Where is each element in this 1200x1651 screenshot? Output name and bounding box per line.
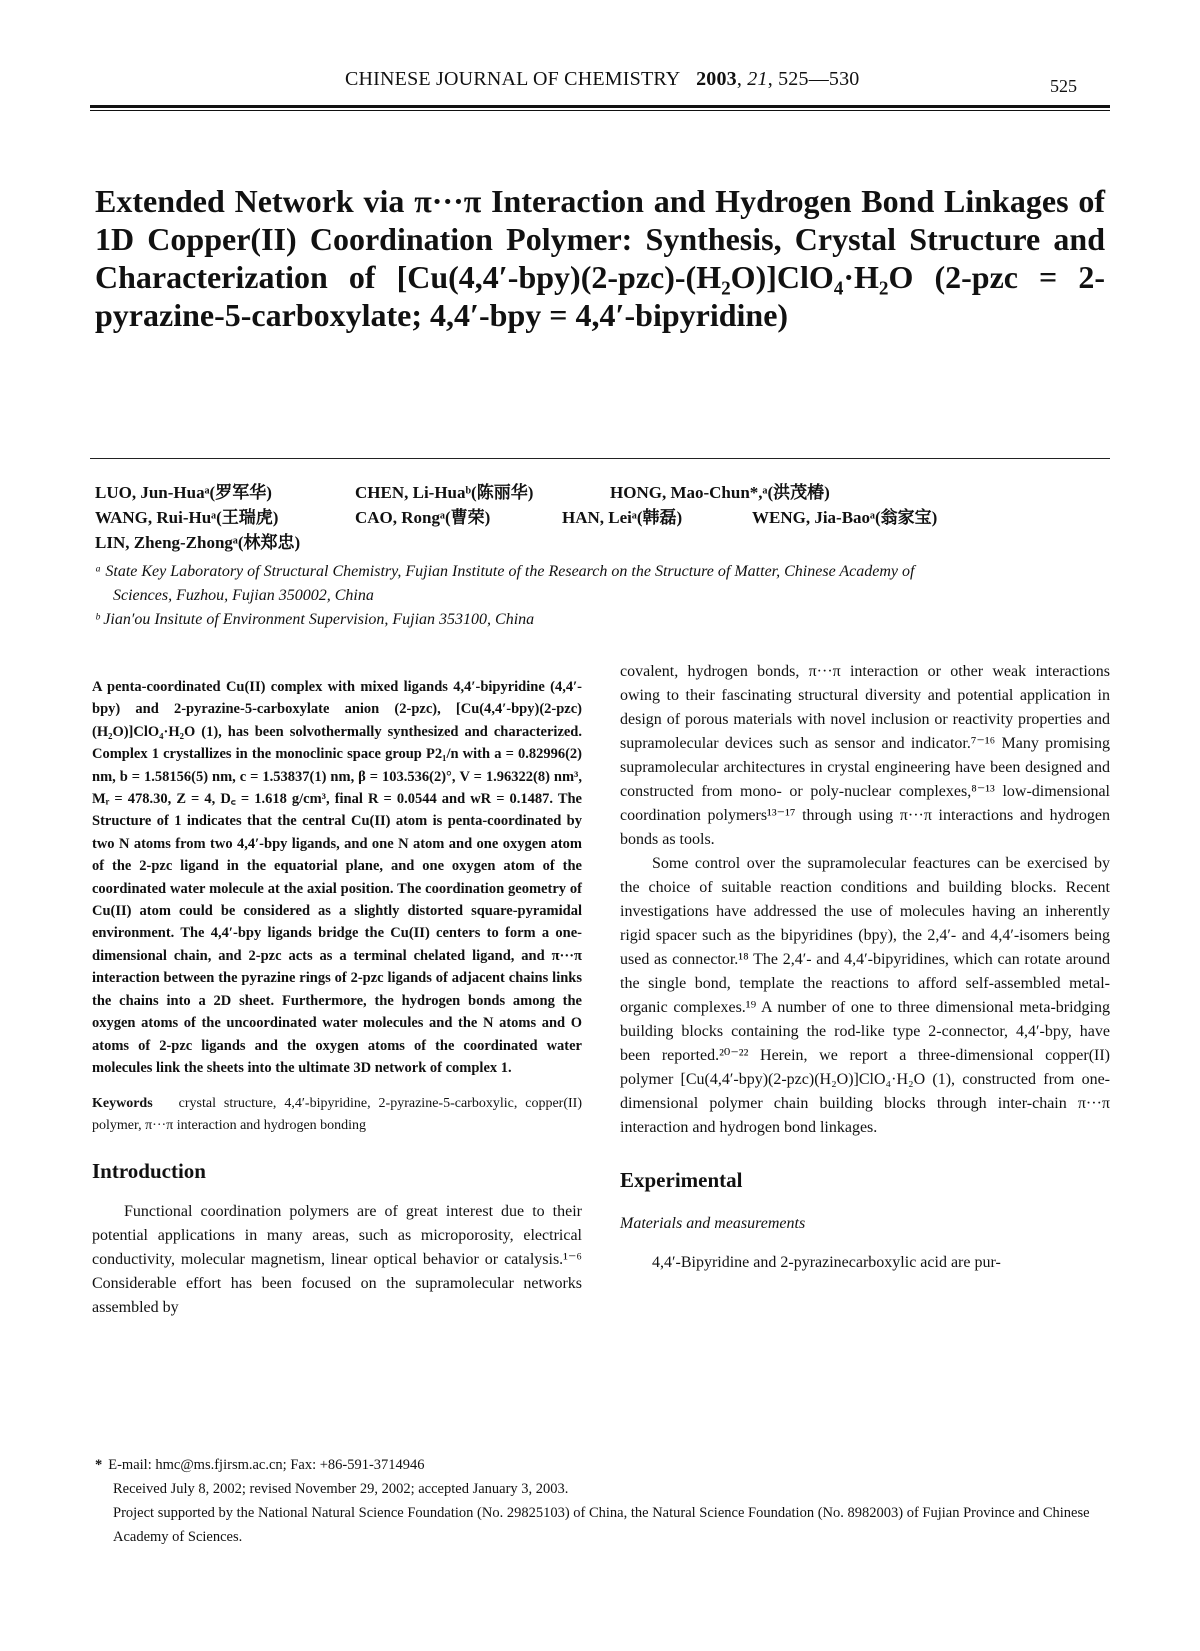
introduction-paragraph: Some control over the supramolecular feactures can be exercised by the choice of suitable reaction conditions and building blocks. Recent investigations have addressed the use of molecules having an inherently rigid spacer such as the bipyridines (bpy), the 2,4′- and 4,4′-isomers being used as connector.¹⁸ The 2,4′- and 4,4′-bipyridines, which can rotate around the single bond, template the reactions to afford self-assembled metal-organic complexes.¹⁹ A number of one to three dimensional meta-bridging building blocks containing the rod-like type 2-connector, 4,4′-bpy, have been reported.²⁰⁻²² Herein, we report a three-dimensional copper(II) polymer [Cu(4,4′-bpy)(2-pzc)(H₂O)]ClO₄·H₂O (1), constructed from one-dimensional polymer chain building blocks through inter-chain π···π interaction and hydrogen bond linkages. [620, 855, 1110, 1136]
introduction-paragraph-continued: covalent, hydrogen bonds, π···π interaction or other weak interactions owing to their fascinating structural diversity and potential application in design of porous materials with novel inclusion or reactivity properties and supramolecular devices such as sensor and indicator.⁷⁻¹⁶ Many promising supramolecular architectures in crystal engineering have been designed and constructed from mono- or poly-nuclear complexes,⁸⁻¹³ low-dimensional coordination polymers¹³⁻¹⁷ through using π···π interactions and hydrogen bonds as tools. [620, 663, 1110, 848]
page-number: 525 [1050, 76, 1077, 96]
article-title: Extended Network via π···π Interaction and Hydrogen Bond Linkages of 1D Copper(II) Coordination Polymer: Synthesis, Crystal Structure and Characterization of [Cu(4,4′-bpy)(2-pzc)-(H₂O)]ClO₄·H₂O (2-pzc = 2-pyrazine-5-carboxylate; 4,4′-bpy = 4,4′-bipyridine) [95, 183, 1105, 333]
keywords-text: crystal structure, 4,4′-bipyridine, 2-pyrazine-5-carboxylic, copper(II) polymer, π···π interaction and hydrogen bonding [92, 1096, 582, 1134]
journal-name: CHINESE JOURNAL OF CHEMISTRY [345, 68, 681, 90]
title-separator [90, 458, 1110, 459]
footnote-received: Received July 8, 2002; revised November 29, 2002; accepted January 3, 2003. [113, 1481, 569, 1497]
affiliations [95, 560, 1105, 632]
footnotes [95, 1453, 1105, 1549]
author: CAO, Rongᵃ(曹荣) [355, 508, 491, 527]
author: LIN, Zheng-Zhongᵃ(林郑忠) [95, 533, 301, 552]
author-list [95, 480, 1105, 555]
email-text: E-mail: hmc@ms.fjirsm.ac.cn; Fax: +86-591-3714946 [108, 1457, 425, 1473]
experimental-paragraph: 4,4′-Bipyridine and 2-pyrazinecarboxylic acid are pur- [652, 1254, 1001, 1271]
journal-citation: CHINESE JOURNAL OF CHEMISTRY 2003, 21, 525—530 [345, 68, 860, 90]
author: LUO, Jun-Huaᵃ(罗军华) [95, 483, 272, 502]
header-rule-thick [90, 105, 1110, 108]
materials-subheading: Materials and measurements [620, 1215, 806, 1232]
affiliation-b: ᵇ Jian′ou Insitute of Environment Supervision, Fujian 353100, China [95, 611, 535, 628]
running-header [0, 68, 1200, 100]
keywords [92, 1093, 582, 1137]
author-row-1 [95, 480, 1105, 505]
right-column [620, 660, 1110, 1275]
journal-pages: 525—530 [778, 68, 860, 90]
author: CHEN, Li-Huaᵇ(陈丽华) [355, 483, 534, 502]
header-rule-thin [90, 110, 1110, 111]
author: WENG, Jia-Baoᵃ(翁家宝) [752, 508, 938, 527]
affiliation-a-cont: Sciences, Fuzhou, Fujian 350002, China [113, 587, 374, 604]
journal-volume: 21 [747, 68, 768, 90]
keywords-label: Keywords [92, 1096, 153, 1112]
author-row-3 [95, 530, 1105, 555]
author: HAN, Leiᵃ(韩磊) [562, 508, 683, 527]
left-column [92, 676, 582, 1320]
author-row-2 [95, 505, 1105, 530]
footnote-support: Project supported by the National Natural Science Foundation (No. 29825103) of China, the Natural Science Foundation (No. 8982003) of Fujian Province and Chinese Academy of Sciences. [113, 1505, 1090, 1545]
author: WANG, Rui-Huᵃ(王瑞虎) [95, 508, 279, 527]
journal-year: 2003 [696, 68, 737, 90]
abstract: A penta-coordinated Cu(II) complex with mixed ligands 4,4′-bipyridine (4,4′-bpy) and 2-pyrazine-5-carboxylate anion (2-pzc), [Cu(4,4′-bpy)(2-pzc)(H₂O)]ClO₄·H₂O (1), has been solvothermally synthesized and characterized. Complex 1 crystallizes in the monoclinic space group P2₁/n with a = 0.82996(2) nm, b = 1.58156(5) nm, c = 1.53837(1) nm, β = 103.536(2)°, V = 1.96322(8) nm³, Mᵣ = 478.30, Z = 4, D꜀ = 1.618 g/cm³, final R = 0.0544 and wR = 0.1487. The Structure of 1 indicates that the central Cu(II) atom is penta-coordinated by two N atoms from two 4,4′-bpy ligands, and one N atom and one oxygen atom of the 2-pzc ligand in the equatorial plane, and one oxygen atom of the coordinated water molecule at the axial position. The coordination geometry of Cu(II) atom could be considered as a slightly distorted square-pyramidal environment. The 4,4′-bpy ligands bridge the Cu(II) centers to form a one-dimensional chain, and 2-pzc acts as a terminal chelated ligand, and π···π interaction between the pyrazine rings of 2-pzc ligands of adjacent chains links the chains into a 2D sheet. Furthermore, the hydrogen bonds among the oxygen atoms of the uncoordinated water molecules and the N atoms and O atoms of 2-pzc ligands and the oxygen atoms of the coordinated water molecules link the sheets into the ultimate 3D network of complex 1. [92, 679, 582, 1076]
asterisk-icon: * [95, 1457, 103, 1473]
author: HONG, Mao-Chun*,ᵃ(洪茂椿) [610, 483, 830, 502]
introduction-paragraph: Functional coordination polymers are of great interest due to their potential applications in many areas, such as microporosity, electrical conductivity, molecular magnetism, linear optical behavior or catalysis.¹⁻⁶ Considerable effort has been focused on the supramolecular networks assembled by [92, 1203, 582, 1317]
experimental-heading: Experimental [620, 1168, 743, 1192]
introduction-heading: Introduction [92, 1159, 206, 1184]
affiliation-a: ᵃ State Key Laboratory of Structural Chemistry, Fujian Institute of the Research on the Structure of Matter, Chinese Academy of [95, 563, 915, 580]
footnote-email [95, 1453, 1105, 1477]
